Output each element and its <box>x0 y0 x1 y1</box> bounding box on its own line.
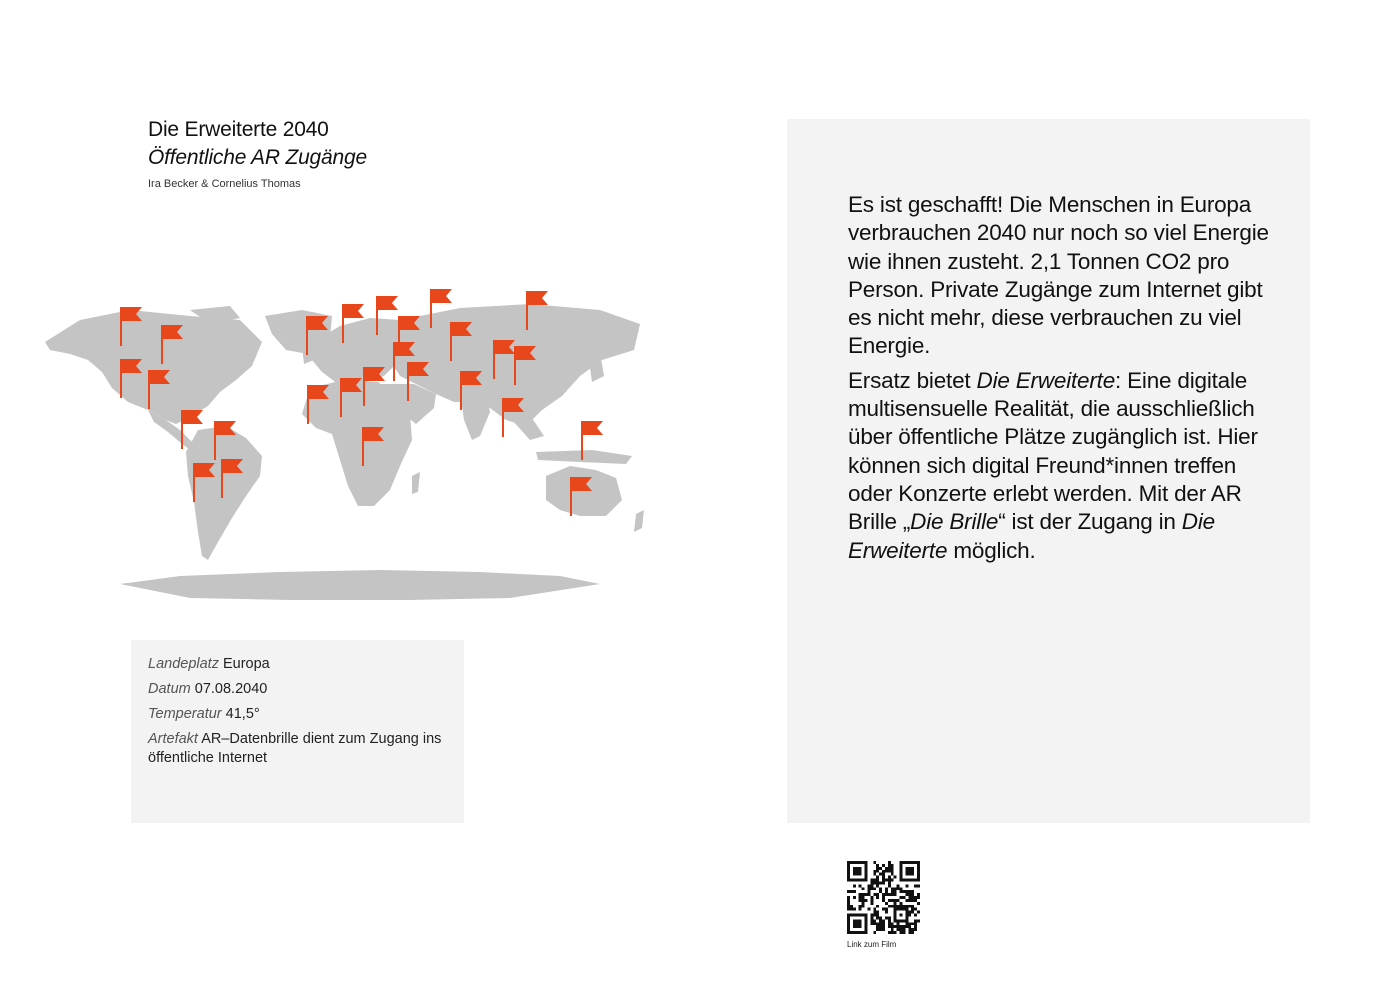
story-paragraph-1: Es ist geschafft! Die Menschen in Europa verbrauchen 2040 nur noch so viel Energie wie ihnen zusteht. 2,1 Tonnen CO2 pro Person. Private Zugänge zum Internet gibt es nicht mehr, diese verbrauchen zu viel Energie. <box>848 192 1269 359</box>
land-new-zealand <box>634 510 644 532</box>
info-value: Europa <box>222 656 270 672</box>
info-label: Artefakt <box>148 731 198 747</box>
page-title: Die Erweiterte 2040 <box>148 118 329 141</box>
story-panel <box>787 119 1310 823</box>
info-row-datum <box>148 680 448 699</box>
qr-label: Link zum Film <box>847 940 897 949</box>
info-value: 07.08.2040 <box>194 681 268 697</box>
title-block <box>148 116 367 190</box>
info-row-artefakt <box>148 730 448 768</box>
land-indonesia <box>512 418 632 464</box>
page-subtitle: Öffentliche AR Zugänge <box>148 146 367 169</box>
info-value: 41,5° <box>225 706 260 722</box>
info-value: AR–Datenbrille dient zum Zugang ins öffentliche Internet <box>148 731 442 766</box>
story-text: : Eine digitale multisensuelle Realität, die ausschließlich über öffentliche Plätze zugänglich ist. Hier können sich digital Freund*innen treffen oder Konzerte erlebt werden. Mit der AR Brille „ <box>848 367 1258 535</box>
authors: Ira Becker & Cornelius Thomas <box>148 178 301 190</box>
info-row-landeplatz <box>148 655 448 674</box>
story-emphasis: Die Erweiterte <box>976 367 1116 393</box>
info-row-temperatur <box>148 705 448 724</box>
continents <box>45 304 644 600</box>
land-antarctica <box>120 570 600 600</box>
info-label: Temperatur <box>148 706 222 722</box>
land-south-america <box>186 426 262 560</box>
story-emphasis: Die Erweiterte <box>848 509 1215 563</box>
land-north-america <box>45 310 262 424</box>
story-text: Ersatz bietet <box>848 367 977 393</box>
info-label: Landeplatz <box>148 656 219 672</box>
world-map <box>40 280 700 610</box>
info-box <box>131 640 464 823</box>
land-madagascar <box>412 472 420 494</box>
story-text: “ ist der Zugang in <box>998 509 1182 535</box>
story-emphasis: Die Brille <box>910 509 999 535</box>
story-text: möglich. <box>947 537 1036 563</box>
info-label: Datum <box>148 681 191 697</box>
land-india <box>460 392 490 440</box>
qr-code-icon[interactable] <box>847 861 920 934</box>
story-paragraph-2 <box>848 367 1270 565</box>
